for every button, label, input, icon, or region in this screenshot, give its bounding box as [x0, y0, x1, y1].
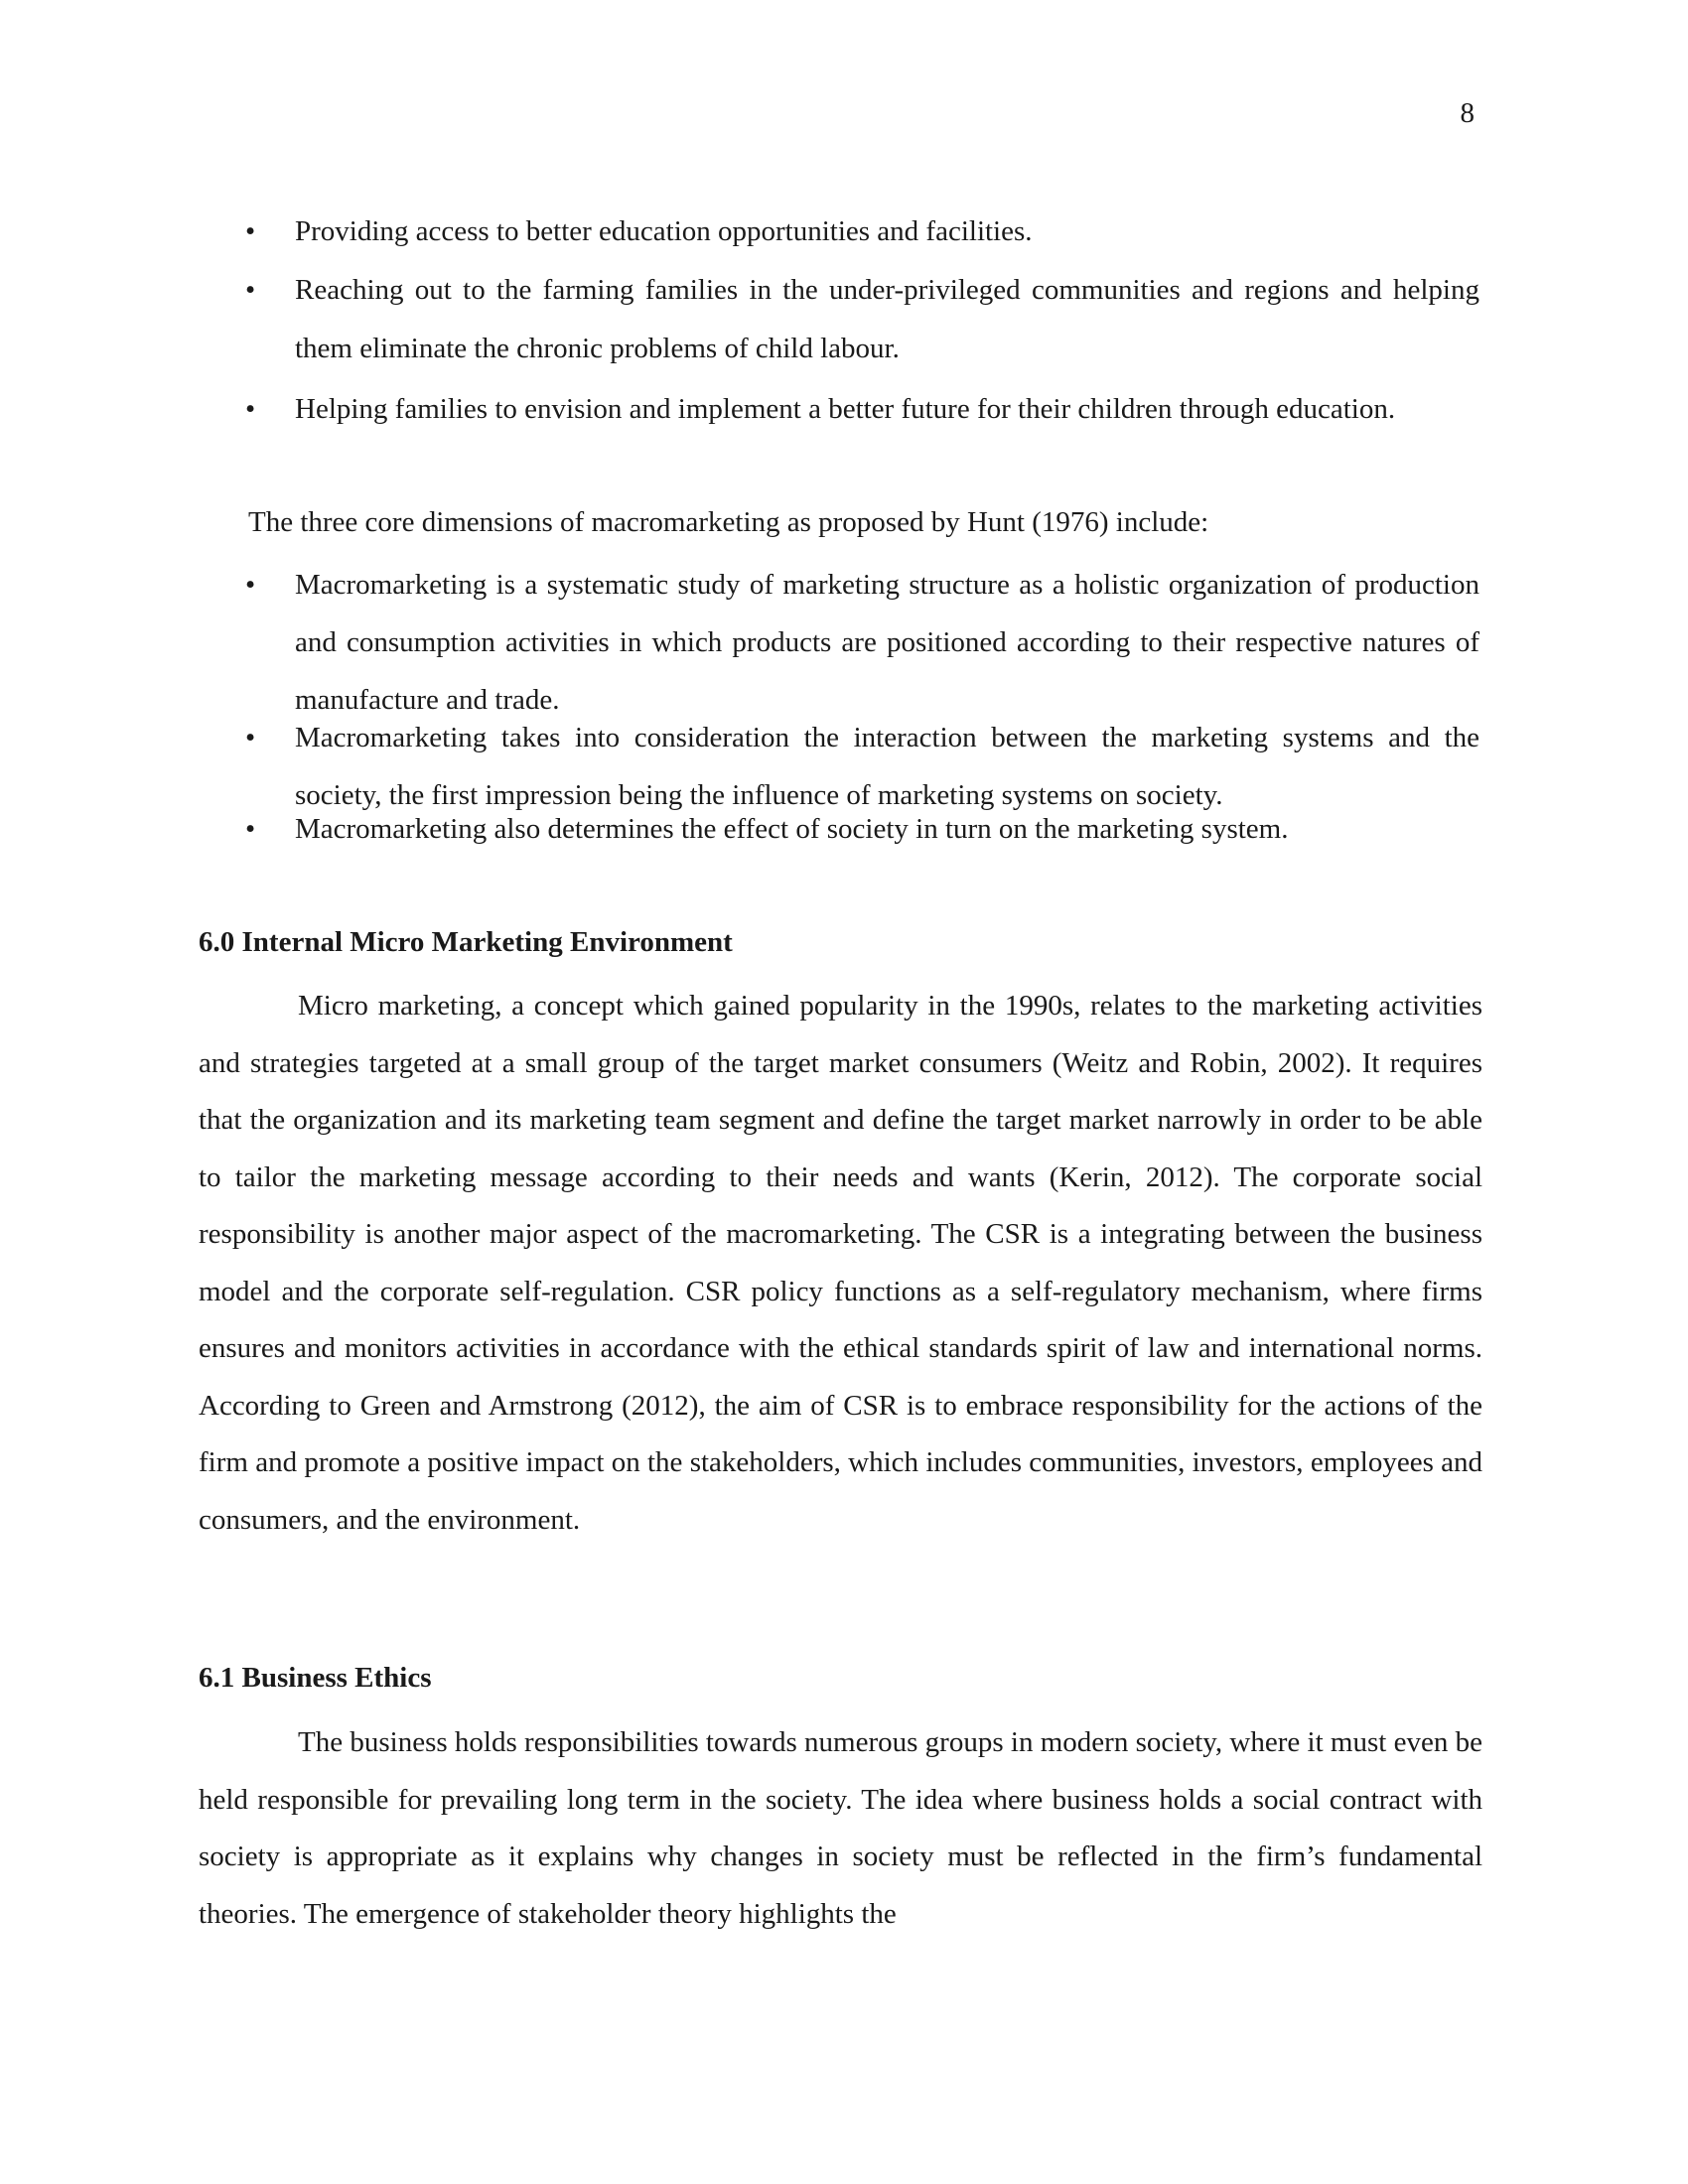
- page-number: 8: [1460, 97, 1475, 129]
- list-item: [245, 203, 1479, 261]
- bullet-icon: •: [245, 722, 256, 753]
- list-item: [245, 380, 1479, 439]
- bullet-icon: •: [245, 569, 256, 601]
- section-body-business-ethics: The business holds responsibilities towards numerous groups in modern society, where it must even be held responsible for prevailing long term in the society. The idea where business holds a social contract with society is appropriate as it explains why changes in society must be reflected in the firm’s fundamental theories. The emergence of stakeholder theory highlights the: [199, 1726, 1482, 1930]
- list-item: [245, 556, 1479, 729]
- bullet-icon: •: [245, 393, 256, 425]
- bullet-icon: •: [245, 215, 256, 247]
- section-heading-business-ethics: 6.1 Business Ethics: [199, 1662, 432, 1694]
- section-body-micro-marketing: Micro marketing, a concept which gained popularity in the 1990s, relates to the marketing activities and strategies targeted at a small group of the target market consumers (Weitz and Robin, 2002). It requires that the organization and its marketing team segment and define the target market narrowly in order to be able to tailor the marketing message according to their needs and wants (Kerin, 2012). The corporate social responsibility is another major aspect of the macromarketing. The CSR is a integrating between the business model and the corporate self-regulation. CSR policy functions as a self-regulatory mechanism, where firms ensures and monitors activities in accordance with the ethical standards spirit of law and international norms. According to Green and Armstrong (2012), the aim of CSR is to embrace responsibility for the actions of the firm and promote a positive impact on the stakeholders, which includes communities, investors, employees and consumers, and the environment.: [199, 990, 1482, 1536]
- list-intro-text: The three core dimensions of macromarketing as proposed by Hunt (1976) include:: [248, 506, 1209, 538]
- list-item: [245, 261, 1479, 378]
- bullet-icon: •: [245, 813, 256, 845]
- list-item-text: Macromarketing takes into consideration the interaction between the marketing systems and the society, the first impression being the influence of marketing systems on society.: [295, 722, 1479, 811]
- list-item: [245, 809, 1479, 849]
- list-item-text: Helping families to envision and implement a better future for their children through education.: [295, 393, 1396, 425]
- list-item-text: Providing access to better education opportunities and facilities.: [295, 215, 1033, 247]
- section-heading-micro-marketing: 6.0 Internal Micro Marketing Environment: [199, 926, 733, 958]
- bullet-icon: •: [245, 274, 256, 306]
- list-item-text: Macromarketing is a systematic study of marketing structure as a holistic organization of production and consumption activities in which products are positioned according to their respective natures of manufacture and trade.: [295, 569, 1479, 716]
- list-item: [245, 709, 1479, 824]
- list-item-text: Reaching out to the farming families in the under-privileged communities and regions and helping them eliminate the chronic problems of child labour.: [295, 274, 1479, 364]
- list-item-text: Macromarketing also determines the effect of society in turn on the marketing system.: [295, 813, 1289, 845]
